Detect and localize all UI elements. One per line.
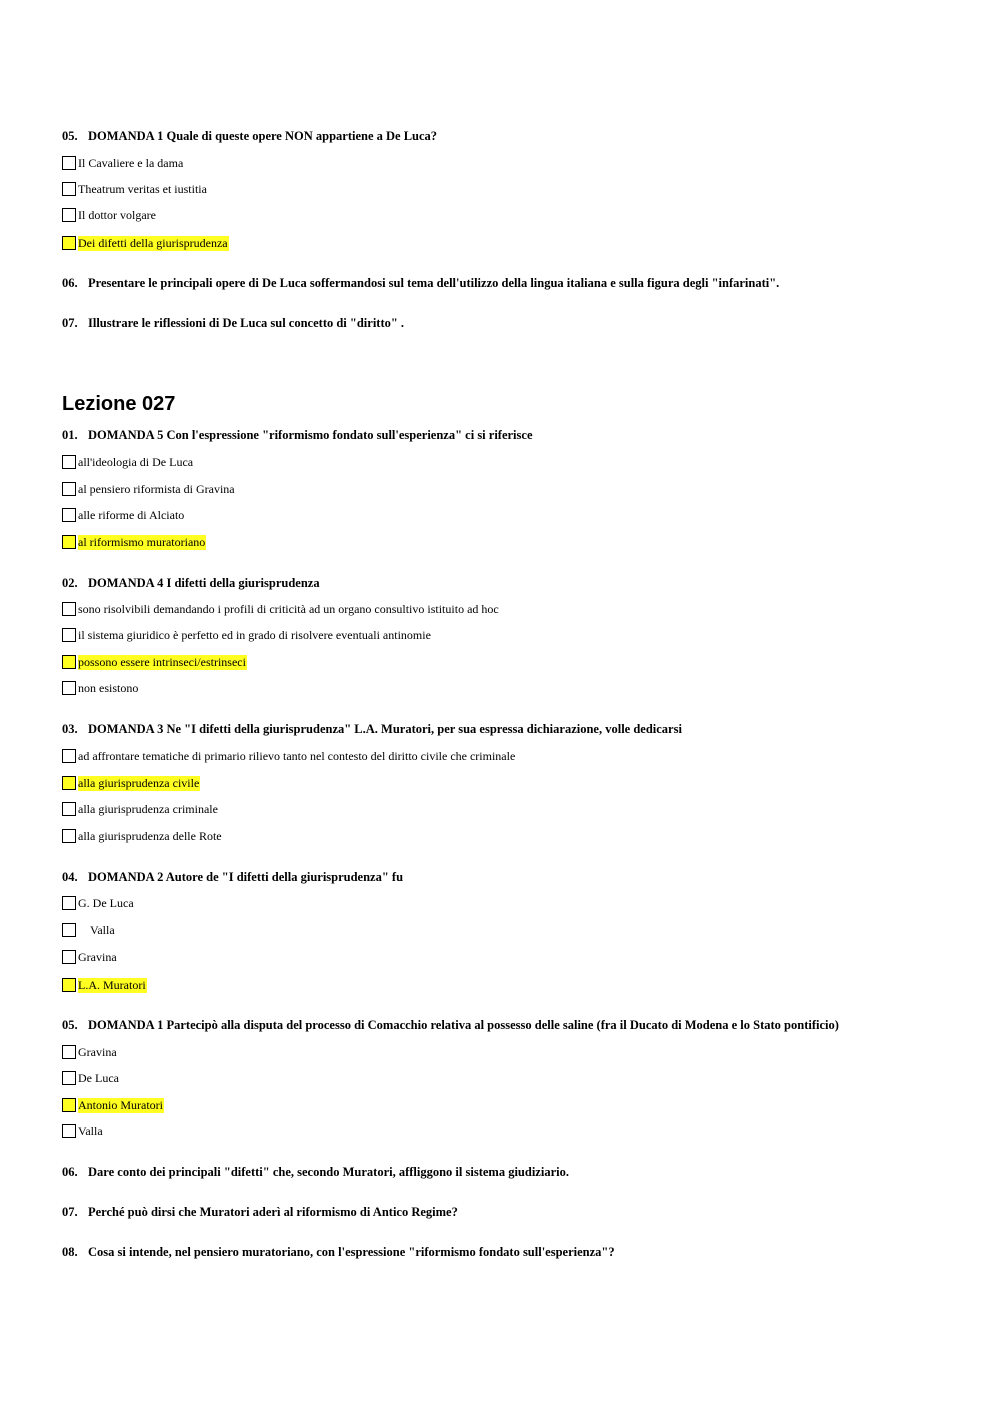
option-01-3[interactable]: alle riforme di Alciato <box>62 506 184 524</box>
question-a05: 05. DOMANDA 1 Quale di queste opere NON appartiene a De Luca? <box>62 129 438 143</box>
option-04-1[interactable]: G. De Luca <box>62 894 134 912</box>
question-04: 04. DOMANDA 2 Autore de "I difetti della giurisprudenza" fu <box>62 870 404 884</box>
option-05-3-correct[interactable]: Antonio Muratori <box>62 1096 164 1114</box>
option-02-4[interactable]: non esistono <box>62 679 138 697</box>
question-02: 02. DOMANDA 4 I difetti della giurisprudenza <box>62 576 320 590</box>
question-08: 08. Cosa si intende, nel pensiero muratoriano, con l'espressione "riformismo fondato sull'esperienza"? <box>62 1245 615 1259</box>
checkbox[interactable] <box>62 1098 76 1112</box>
checkbox[interactable] <box>62 655 76 669</box>
option-04-4-correct[interactable]: L.A. Muratori <box>62 976 147 994</box>
option-02-1[interactable]: sono risolvibili demandando i profili di criticità ad un organo consultivo istituito ad hoc <box>62 600 499 618</box>
option-03-2-correct[interactable]: alla giurisprudenza civile <box>62 774 200 792</box>
checkbox[interactable] <box>62 829 76 843</box>
checkbox[interactable] <box>62 236 76 250</box>
checkbox[interactable] <box>62 602 76 616</box>
checkbox[interactable] <box>62 208 76 222</box>
checkbox[interactable] <box>62 802 76 816</box>
checkbox[interactable] <box>62 535 76 549</box>
option-01-2[interactable]: al pensiero riformista di Gravina <box>62 480 235 498</box>
option-a05-2[interactable]: Theatrum veritas et iustitia <box>62 180 207 198</box>
checkbox[interactable] <box>62 923 76 937</box>
checkbox[interactable] <box>62 749 76 763</box>
checkbox[interactable] <box>62 156 76 170</box>
checkbox[interactable] <box>62 1124 76 1138</box>
option-03-3[interactable]: alla giurisprudenza criminale <box>62 800 218 818</box>
checkbox[interactable] <box>62 896 76 910</box>
question-05: 05. DOMANDA 1 Partecipò alla disputa del processo di Comacchio relativa al possesso delle saline (fra il Ducato di Modena e lo Stato pontificio) <box>62 1018 839 1032</box>
checkbox[interactable] <box>62 1045 76 1059</box>
option-02-2[interactable]: il sistema giuridico è perfetto ed in grado di risolvere eventuali antinomie <box>62 626 431 644</box>
question-a07: 07. Illustrare le riflessioni di De Luca sul concetto di "diritto" . <box>62 316 405 330</box>
option-05-1[interactable]: Gravina <box>62 1043 117 1061</box>
option-05-4[interactable]: Valla <box>62 1122 103 1140</box>
option-03-4[interactable]: alla giurisprudenza delle Rote <box>62 827 222 845</box>
checkbox[interactable] <box>62 482 76 496</box>
checkbox[interactable] <box>62 776 76 790</box>
checkbox[interactable] <box>62 455 76 469</box>
option-05-2[interactable]: De Luca <box>62 1069 119 1087</box>
checkbox[interactable] <box>62 628 76 642</box>
option-02-3-correct[interactable]: possono essere intrinseci/estrinseci <box>62 653 247 671</box>
option-01-1[interactable]: all'ideologia di De Luca <box>62 453 193 471</box>
option-a05-4-correct[interactable]: Dei difetti della giurisprudenza <box>62 234 229 252</box>
lesson-title: Lezione 027 <box>62 393 176 415</box>
option-04-2[interactable]: Valla <box>62 921 115 939</box>
question-01: 01. DOMANDA 5 Con l'espressione "riformismo fondato sull'esperienza" ci si riferisce <box>62 428 533 442</box>
question-03: 03. DOMANDA 3 Ne "I difetti della giurisprudenza" L.A. Muratori, per sua espressa dichiarazione, volle dedicarsi <box>62 722 682 736</box>
checkbox[interactable] <box>62 1071 76 1085</box>
question-a06: 06. Presentare le principali opere di De Luca soffermandosi sul tema dell'utilizzo della lingua italiana e sulla figura degli "infarinati". <box>62 276 780 290</box>
checkbox[interactable] <box>62 950 76 964</box>
checkbox[interactable] <box>62 978 76 992</box>
option-01-4-correct[interactable]: al riformismo muratoriano <box>62 533 206 551</box>
question-06: 06. Dare conto dei principali "difetti" che, secondo Muratori, affliggono il sistema giudiziario. <box>62 1165 569 1179</box>
option-a05-1[interactable]: Il Cavaliere e la dama <box>62 154 183 172</box>
option-a05-3[interactable]: Il dottor volgare <box>62 206 156 224</box>
checkbox[interactable] <box>62 508 76 522</box>
option-03-1[interactable]: ad affrontare tematiche di primario rilievo tanto nel contesto del diritto civile che criminale <box>62 747 515 765</box>
option-04-3[interactable]: Gravina <box>62 948 117 966</box>
checkbox[interactable] <box>62 182 76 196</box>
question-07: 07. Perché può dirsi che Muratori aderì al riformismo di Antico Regime? <box>62 1205 458 1219</box>
checkbox[interactable] <box>62 681 76 695</box>
